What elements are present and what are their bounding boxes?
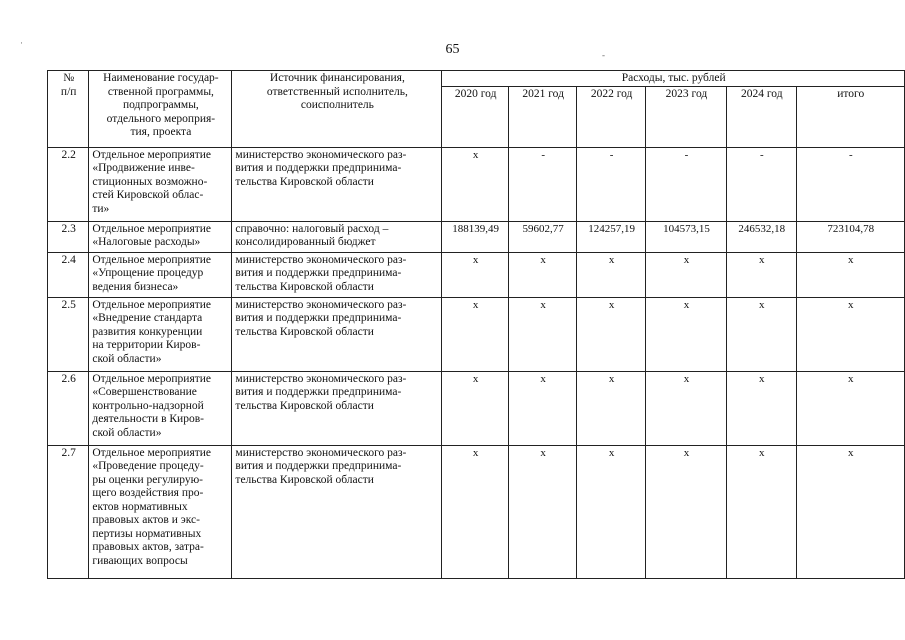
value-2024: х <box>727 371 797 445</box>
value-2022: х <box>577 445 646 578</box>
row-name: Отдельное мероприятие «Упрощение процедур ведения бизнеса» <box>89 252 232 297</box>
row-name: Отдельное мероприятие «Внедрение стандарта развития конкуренции на территории Киров- ской области» <box>89 297 232 371</box>
expenses-table <box>47 70 905 579</box>
table-row <box>48 445 905 578</box>
row-source: министерство экономического раз- вития и поддержки предпринима- тельства Кировской области <box>232 297 442 371</box>
value-2023: х <box>645 445 726 578</box>
header-year: 2023 год <box>645 86 726 147</box>
row-source: министерство экономического раз- вития и поддержки предпринима- тельства Кировской области <box>232 252 442 297</box>
row-number: 2.4 <box>48 252 89 297</box>
value-2022: - <box>577 147 646 221</box>
header-year: 2021 год <box>508 86 576 147</box>
page-number: 65 <box>445 42 460 57</box>
row-source: справочно: налоговый расход – консолидированный бюджет <box>232 221 442 252</box>
value-total: - <box>796 147 904 221</box>
table-row <box>48 297 905 371</box>
value-2023: х <box>645 371 726 445</box>
value-2020: х <box>442 147 509 221</box>
value-total: х <box>796 252 904 297</box>
header-no: № п/п <box>48 71 89 148</box>
value-2022: х <box>577 297 646 371</box>
header-year: 2020 год <box>442 86 509 147</box>
row-number: 2.5 <box>48 297 89 371</box>
row-source: министерство экономического раз- вития и поддержки предпринима- тельства Кировской области <box>232 371 442 445</box>
row-name: Отдельное мероприятие «Продвижение инве- стиционных возможно- стей Кировской облас- ти» <box>89 147 232 221</box>
value-2021: х <box>508 445 576 578</box>
value-2020: х <box>442 371 509 445</box>
header-total: итого <box>796 86 904 147</box>
value-2023: - <box>645 147 726 221</box>
value-2024: - <box>727 147 797 221</box>
row-source: министерство экономического раз- вития и поддержки предпринима- тельства Кировской области <box>232 147 442 221</box>
row-number: 2.6 <box>48 371 89 445</box>
value-2022: х <box>577 252 646 297</box>
value-2022: 124257,19 <box>577 221 646 252</box>
scan-mark: - <box>602 50 605 60</box>
value-2024: х <box>727 297 797 371</box>
row-source: министерство экономического раз- вития и поддержки предпринима- тельства Кировской области <box>232 445 442 578</box>
value-2024: х <box>727 252 797 297</box>
value-total: 723104,78 <box>796 221 904 252</box>
value-2020: х <box>442 445 509 578</box>
row-name: Отдельное мероприятие «Налоговые расходы» <box>89 221 232 252</box>
row-name: Отдельное мероприятие «Проведение процеду- ры оценки регулирую- щего воздействия про- ектов нормативных правовых актов и экс- пертизы нормативных правовых актов, затра- гивающих вопросы <box>89 445 232 578</box>
value-2023: 104573,15 <box>645 221 726 252</box>
value-2021: х <box>508 371 576 445</box>
value-2023: х <box>645 297 726 371</box>
row-number: 2.2 <box>48 147 89 221</box>
value-total: х <box>796 371 904 445</box>
header-expenses: Расходы, тыс. рублей <box>442 71 905 87</box>
value-2020: х <box>442 252 509 297</box>
table-row <box>48 252 905 297</box>
value-2021: х <box>508 252 576 297</box>
row-name: Отдельное мероприятие «Совершенствование контрольно-надзорной деятельности в Киров- ской области» <box>89 371 232 445</box>
table-row <box>48 147 905 221</box>
header-year: 2022 год <box>577 86 646 147</box>
value-2020: 188139,49 <box>442 221 509 252</box>
value-2021: х <box>508 297 576 371</box>
value-2024: 246532,18 <box>727 221 797 252</box>
table-row <box>48 221 905 252</box>
value-2024: х <box>727 445 797 578</box>
header-year: 2024 год <box>727 86 797 147</box>
header-name: Наименование государ- ственной программы, подпрограммы, отдельного мероприя- тия, проекта <box>89 71 232 148</box>
value-total: х <box>796 445 904 578</box>
row-number: 2.7 <box>48 445 89 578</box>
value-2020: х <box>442 297 509 371</box>
value-2021: 59602,77 <box>508 221 576 252</box>
value-2022: х <box>577 371 646 445</box>
value-2023: х <box>645 252 726 297</box>
value-total: х <box>796 297 904 371</box>
scan-mark: · <box>20 38 23 48</box>
value-2021: - <box>508 147 576 221</box>
row-number: 2.3 <box>48 221 89 252</box>
table-row <box>48 371 905 445</box>
header-source: Источник финансирования, ответственный исполнитель, соисполнитель <box>232 71 442 148</box>
